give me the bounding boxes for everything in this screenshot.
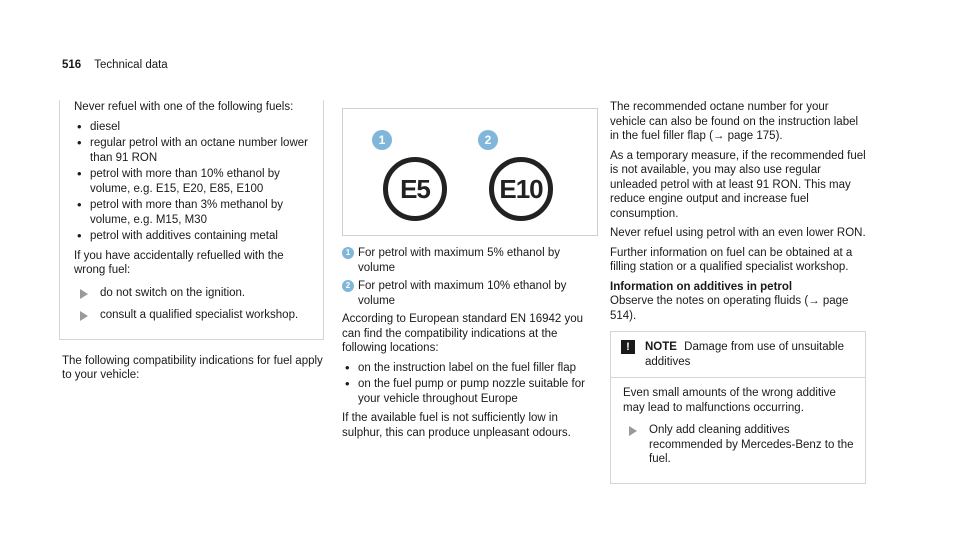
figure-badge-2: 2 — [478, 130, 498, 150]
note-body — [611, 378, 865, 483]
list-item: • petrol with additives containing metal — [74, 229, 313, 244]
caption-badge: 1 — [342, 247, 354, 259]
never-refuel-intro: Never refuel with one of the following fuels: — [74, 101, 294, 113]
arrow-right-icon — [80, 289, 88, 299]
page-number: 516 — [62, 59, 82, 71]
step-text: consult a qualified specialist workshop. — [100, 309, 299, 321]
list-item: • diesel — [74, 120, 313, 135]
list-item: • regular petrol with an octane number lower than 91 RON — [74, 136, 313, 165]
standard-text: According to European standard EN 16942 you can find the compatibility indications at the following locations: — [342, 313, 584, 354]
e5-label-icon: E5 — [383, 157, 447, 221]
arrow-right-icon — [629, 426, 637, 436]
never-lower-text: Never refuel using petrol with an even lower RON. — [610, 227, 866, 239]
step-text: Only add cleaning additives recommended by Mercedes-Benz to the fuel. — [649, 424, 854, 465]
note-header — [611, 332, 865, 378]
exclamation-icon: ! — [621, 340, 635, 354]
temporary-text: As a temporary measure, if the recommended fuel is not available, you may also use regular unleaded petrol with at least 91 RON. This may reduce engine output and increase fuel consumption. — [610, 149, 866, 220]
list-item: • petrol with more than 10% ethanol by volume, e.g. E15, E20, E85, E100 — [74, 167, 313, 196]
further-info-text: Further information on fuel can be obtained at a filling station or a qualified specialist workshop. — [610, 246, 853, 273]
wrong-fuel-text: If you have accidentally refuelled with the wrong fuel: — [74, 249, 284, 276]
section-title: Technical data — [94, 59, 168, 71]
warning-box — [59, 100, 324, 340]
caption-item — [342, 279, 598, 308]
column-left — [62, 100, 324, 388]
caption-badge: 2 — [342, 280, 354, 292]
compatibility-intro: The following compatibility indications for fuel apply to your vehicle: — [62, 354, 323, 381]
note-text: Even small amounts of the wrong additive may lead to malfunctions occurring. — [623, 387, 836, 414]
page-header — [62, 58, 168, 73]
list-item: • on the fuel pump or pump nozzle suitable for your vehicle throughout Europe — [342, 377, 598, 406]
note-box — [610, 331, 866, 484]
step-item — [74, 286, 313, 301]
step-item — [623, 423, 855, 467]
list-item: • on the instruction label on the fuel filler flap — [342, 361, 598, 376]
caption-text: For petrol with maximum 5% ethanol by volume — [358, 247, 560, 274]
list-item: • petrol with more than 3% methanol by volume, e.g. M15, M30 — [74, 198, 313, 227]
step-text: do not switch on the ignition. — [100, 286, 246, 299]
arrow-right-icon — [80, 311, 88, 321]
step-item — [74, 308, 313, 323]
locations-list — [342, 361, 598, 407]
figure-badge-1: 1 — [372, 130, 392, 150]
sulphur-text: If the available fuel is not sufficiently low in sulphur, this can produce unpleasant odours. — [342, 412, 571, 439]
caption-item — [342, 246, 598, 275]
additives-heading: Information on additives in petrol — [610, 280, 793, 293]
octane-text: The recommended octane number for your vehicle can also be found on the instruction label in the fuel filler flap (→ page 175). — [610, 101, 859, 142]
note-label: NOTE — [645, 341, 677, 353]
observe-text: Observe the notes on operating fluids (→ page 514). — [610, 295, 849, 322]
e10-label-icon: E10 — [489, 157, 553, 221]
note-title: Damage from use of unsuitable additives — [645, 341, 844, 368]
forbidden-fuels-list — [74, 120, 313, 244]
caption-text: For petrol with maximum 10% ethanol by volume — [358, 280, 567, 307]
column-middle — [342, 108, 598, 445]
column-right — [610, 100, 866, 484]
fuel-label-figure — [342, 108, 598, 236]
